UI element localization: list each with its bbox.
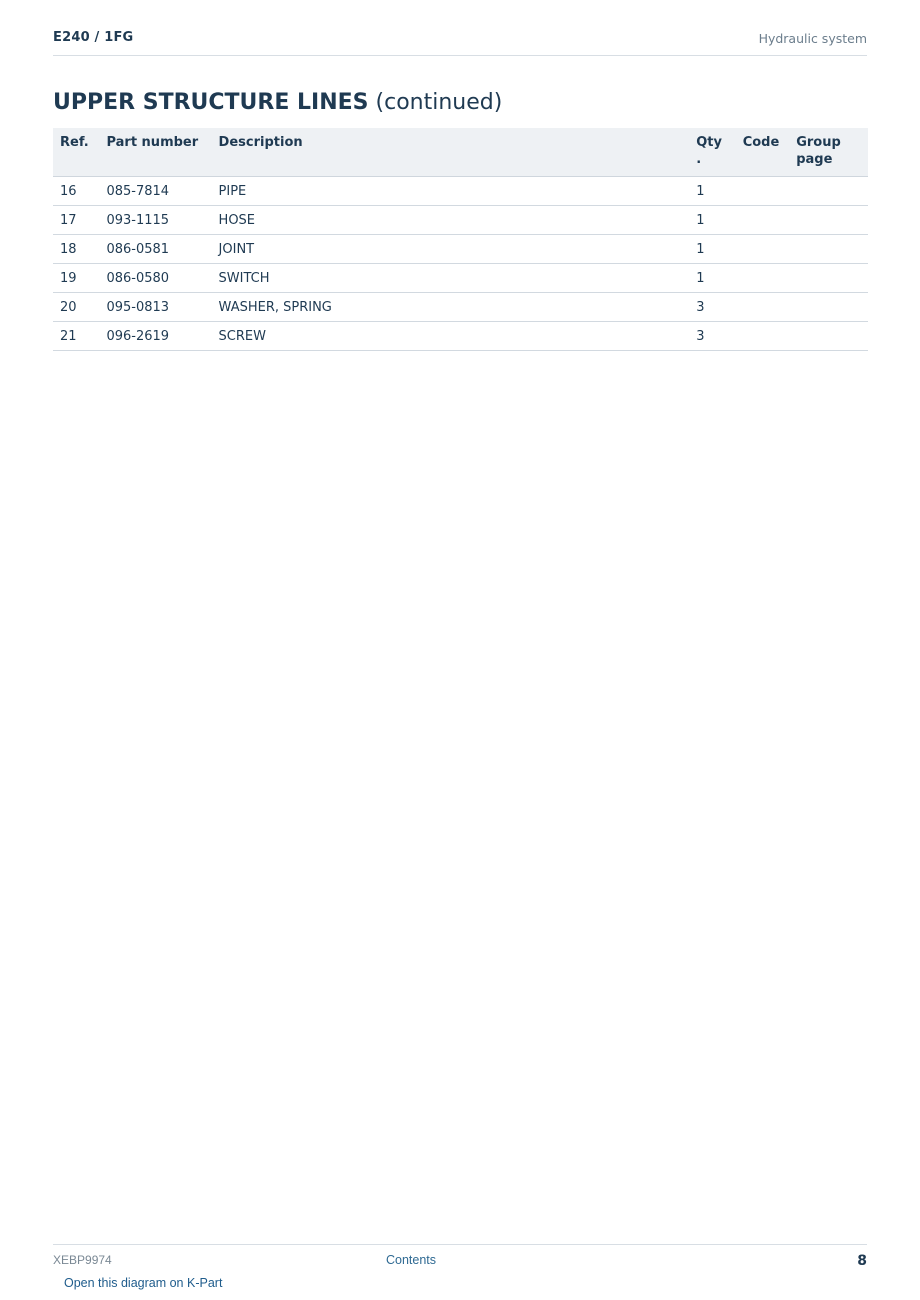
column-header-ref: Ref. — [53, 128, 99, 177]
cell-code — [736, 264, 790, 293]
column-header-description: Description — [212, 128, 690, 177]
page-title — [53, 90, 502, 115]
cell-code — [736, 235, 790, 264]
cell-part-number: 096-2619 — [99, 322, 211, 351]
cell-description: HOSE — [212, 206, 690, 235]
cell-part-number: 085-7814 — [99, 177, 211, 206]
cell-part-number: 095-0813 — [99, 293, 211, 322]
cell-code — [736, 322, 790, 351]
contents-link[interactable]: Contents — [386, 1253, 437, 1267]
cell-ref: 21 — [53, 322, 99, 351]
cell-description: WASHER, SPRING — [212, 293, 690, 322]
cell-group-page — [789, 293, 868, 322]
table-row — [53, 264, 868, 293]
cell-code — [736, 293, 790, 322]
table-row — [53, 235, 868, 264]
cell-description: JOINT — [212, 235, 690, 264]
column-header-group-page: Group page — [789, 128, 868, 177]
cell-group-page — [789, 206, 868, 235]
column-header-part-number: Part number — [99, 128, 211, 177]
cell-group-page — [789, 264, 868, 293]
open-on-kpart-link[interactable]: Open this diagram on K-Part — [64, 1276, 223, 1290]
model-label: E240 / 1FG — [53, 30, 134, 45]
cell-ref: 20 — [53, 293, 99, 322]
cell-ref: 16 — [53, 177, 99, 206]
parts-table-header — [53, 128, 868, 177]
page-header — [53, 28, 867, 56]
cell-ref: 17 — [53, 206, 99, 235]
page-title-suffix: (continued) — [375, 90, 503, 115]
cell-qty: 3 — [689, 293, 735, 322]
cell-qty: 1 — [689, 177, 735, 206]
cell-ref: 19 — [53, 264, 99, 293]
cell-ref: 18 — [53, 235, 99, 264]
cell-part-number: 093-1115 — [99, 206, 211, 235]
cell-group-page — [789, 322, 868, 351]
table-row — [53, 293, 868, 322]
table-row — [53, 322, 868, 351]
page-number: 8 — [857, 1253, 867, 1269]
cell-code — [736, 206, 790, 235]
cell-group-page — [789, 177, 868, 206]
cell-part-number: 086-0581 — [99, 235, 211, 264]
cell-qty: 1 — [689, 206, 735, 235]
table-row — [53, 206, 868, 235]
cell-description: SCREW — [212, 322, 690, 351]
cell-qty: 3 — [689, 322, 735, 351]
cell-qty: 1 — [689, 264, 735, 293]
cell-group-page — [789, 235, 868, 264]
column-header-qty: Qty . — [689, 128, 735, 177]
cell-description: SWITCH — [212, 264, 690, 293]
column-header-code: Code — [736, 128, 790, 177]
cell-code — [736, 177, 790, 206]
page-title-main: UPPER STRUCTURE LINES — [53, 90, 369, 115]
section-label: Hydraulic system — [758, 31, 867, 46]
cell-part-number: 086-0580 — [99, 264, 211, 293]
table-row — [53, 177, 868, 206]
header-row — [53, 128, 868, 177]
cell-description: PIPE — [212, 177, 690, 206]
cell-qty: 1 — [689, 235, 735, 264]
parts-table-body — [53, 177, 868, 351]
parts-table — [53, 128, 868, 351]
document-id: XEBP9974 — [53, 1253, 112, 1267]
